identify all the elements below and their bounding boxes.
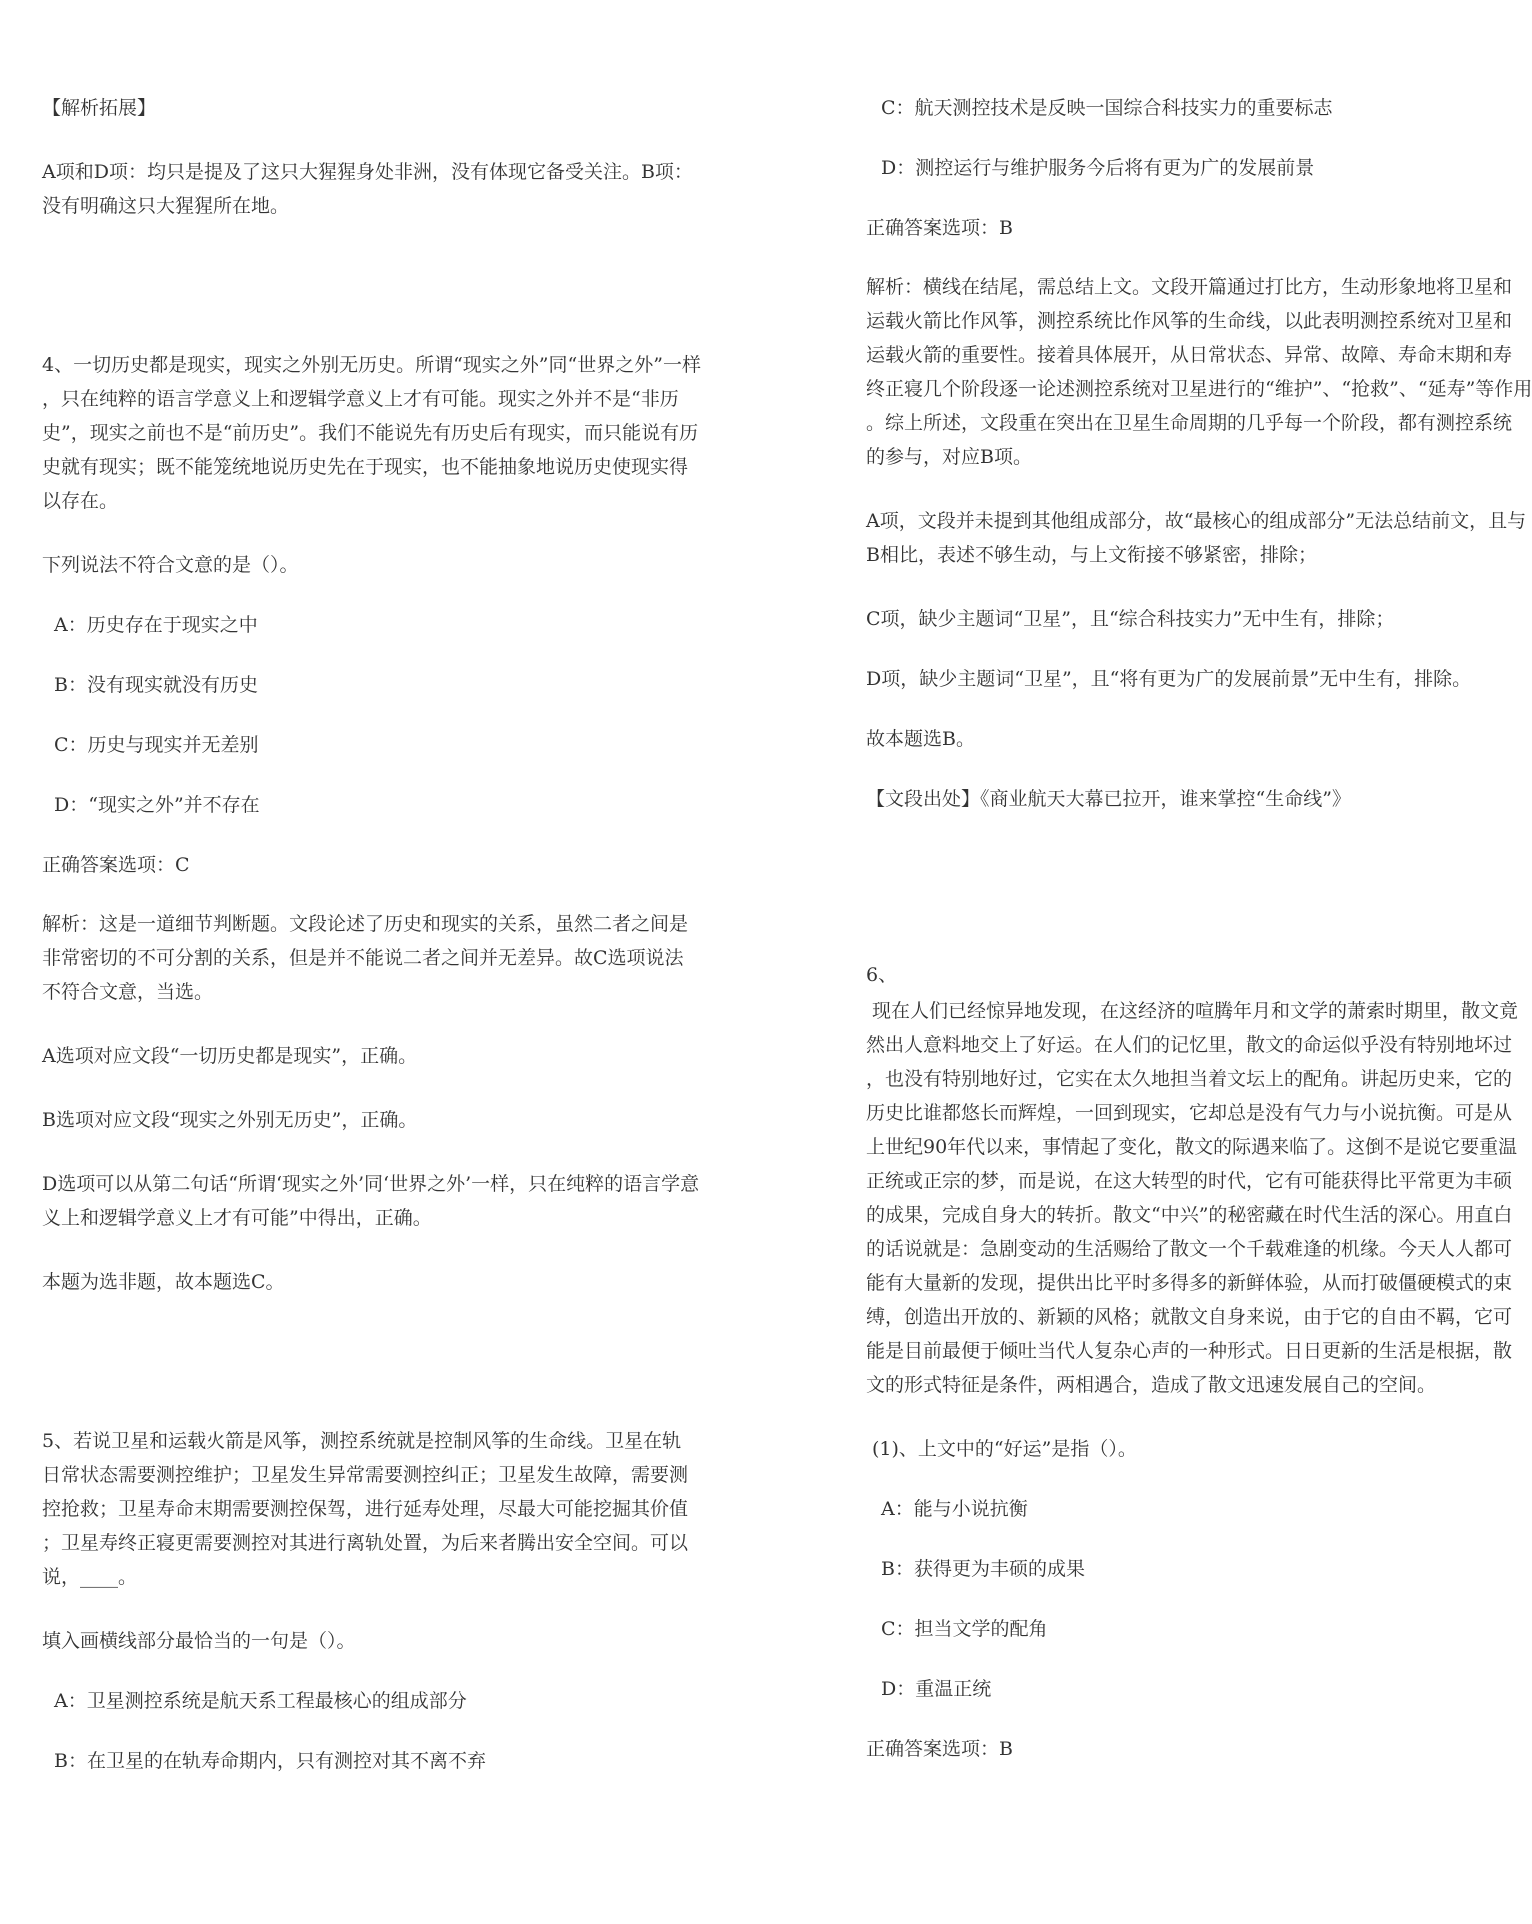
expansion-line-2: 没有明确这只大猩猩所在地。 xyxy=(42,195,290,217)
q4-answer: 正确答案选项：C xyxy=(42,854,190,876)
q5-analysis-line-3: 运载火箭的重要性。接着具体展开，从日常状态、异常、故障、寿命末期和寿 xyxy=(866,344,1513,366)
q6-passage-line-10: 缚，创造出开放的、新颖的风格；就散文自身来说，由于它的自由不羁，它可 xyxy=(866,1306,1513,1328)
q6-passage-line-9: 能有大量新的发现，提供出比平时多得多的新鲜体验，从而打破僵硬模式的束 xyxy=(866,1272,1513,1294)
q4-analysis-line-2: 非常密切的不可分割的关系，但是并不能说二者之间并无差异。故C选项说法 xyxy=(42,947,684,969)
q4-passage-line-3: 史”，现实之前也不是“前历史”。我们不能说先有历史后有现实，而只能说有历 xyxy=(42,422,699,444)
q5-option-b: B：在卫星的在轨寿命期内，只有测控对其不离不弃 xyxy=(54,1750,486,1772)
q5-note-c: C项，缺少主题词“卫星”，且“综合科技实力”无中生有，排除； xyxy=(866,608,1395,630)
q4-passage-line-5: 以存在。 xyxy=(42,490,119,512)
q5-option-d: D：测控运行与维护服务今后将有更为广的发展前景 xyxy=(881,157,1315,179)
q5-option-c: C：航天测控技术是反映一国综合科技实力的重要标志 xyxy=(881,97,1333,119)
q5-note-d: D项，缺少主题词“卫星”，且“将有更为广的发展前景”无中生有，排除。 xyxy=(866,668,1472,690)
q4-note-b: B选项对应文段“现实之外别无历史”，正确。 xyxy=(42,1109,418,1131)
q5-prompt: 填入画横线部分最恰当的一句是（）。 xyxy=(42,1630,356,1652)
q4-passage-line-4: 史就有现实；既不能笼统地说历史先在于现实，也不能抽象地说历史使现实得 xyxy=(42,456,689,478)
q4-option-b: B：没有现实就没有历史 xyxy=(54,674,258,696)
q5-analysis-line-2: 运载火箭比作风筝，测控系统比作风筝的生命线，以此表明测控系统对卫星和 xyxy=(866,310,1513,332)
q5-note-a-line-2: B相比，表述不够生动，与上文衔接不够紧密，排除； xyxy=(866,544,1317,566)
q5-option-a: A：卫星测控系统是航天系工程最核心的组成部分 xyxy=(54,1690,467,1712)
q6-option-b: B：获得更为丰硕的成果 xyxy=(881,1558,1085,1580)
q6-passage-line-3: ，也没有特别地好过，它实在太久地担当着文坛上的配角。讲起历史来，它的 xyxy=(866,1068,1513,1090)
q4-conclusion: 本题为选非题，故本题选C。 xyxy=(42,1271,285,1293)
q4-passage-line-1: 4、一切历史都是现实，现实之外别无历史。所谓“现实之外”同“世界之外”一样 xyxy=(42,354,701,376)
q5-note-a-line-1: A项，文段并未提到其他组成部分，故“最核心的组成部分”无法总结前文，且与 xyxy=(866,510,1527,532)
q4-option-c: C：历史与现实并无差别 xyxy=(54,734,259,756)
section-heading-expansion: 【解析拓展】 xyxy=(42,97,157,119)
q4-prompt: 下列说法不符合文意的是（）。 xyxy=(42,554,299,576)
q6-passage-line-7: 的成果，完成自身大的转折。散文“中兴”的秘密藏在时代生活的深心。用直白 xyxy=(866,1204,1513,1226)
q6-passage-line-12: 文的形式特征是条件，两相遇合，造成了散文迅速发展自己的空间。 xyxy=(866,1374,1437,1396)
q5-passage-line-1: 5、若说卫星和运载火箭是风筝，测控系统就是控制风筝的生命线。卫星在轨 xyxy=(42,1430,682,1452)
q5-analysis-line-6: 的参与，对应B项。 xyxy=(866,446,1032,468)
q6-sub-question: (1)、上文中的“好运”是指（）。 xyxy=(872,1438,1137,1460)
q6-option-d: D：重温正统 xyxy=(881,1678,992,1700)
expansion-line-1: A项和D项：均只是提及了这只大猩猩身处非洲，没有体现它备受关注。B项： xyxy=(42,161,693,183)
q6-option-c: C：担当文学的配角 xyxy=(881,1618,1048,1640)
q6-passage-line-8: 的话说就是：急剧变动的生活赐给了散文一个千载难逢的机缘。今天人人都可 xyxy=(866,1238,1513,1260)
q5-passage-line-3: 控抢救；卫星寿命末期需要测控保驾，进行延寿处理，尽最大可能挖掘其价值 xyxy=(42,1498,689,1520)
q4-option-d: D：“现实之外”并不存在 xyxy=(54,794,260,816)
q6-passage-line-1: 现在人们已经惊异地发现，在这经济的喧腾年月和文学的萧索时期里，散文竟 xyxy=(872,1000,1519,1022)
q4-option-a: A：历史存在于现实之中 xyxy=(54,614,258,636)
q6-passage-line-5: 上世纪90年代以来，事情起了变化，散文的际遇来临了。这倒不是说它要重温 xyxy=(866,1136,1518,1158)
q5-passage-line-5: 说，____。 xyxy=(42,1566,138,1588)
q4-note-d-line-2: 义上和逻辑学意义上才有可能”中得出，正确。 xyxy=(42,1207,432,1229)
q5-passage-line-2: 日常状态需要测控维护；卫星发生异常需要测控纠正；卫星发生故障，需要测 xyxy=(42,1464,689,1486)
q5-passage-line-4: ；卫星寿终正寝更需要测控对其进行离轨处置，为后来者腾出安全空间。可以 xyxy=(42,1532,689,1554)
q4-note-d-line-1: D选项可以从第二句话“所谓‘现实之外’同‘世界之外’一样，只在纯粹的语言学意 xyxy=(42,1173,700,1195)
q4-passage-line-2: ，只在纯粹的语言学意义上和逻辑学意义上才有可能。现实之外并不是“非历 xyxy=(42,388,679,410)
q5-analysis-line-4: 终正寝几个阶段逐一论述测控系统对卫星进行的“维护”、“抢救”、“延寿”等作用 xyxy=(866,378,1532,400)
q4-note-a: A选项对应文段“一切历史都是现实”，正确。 xyxy=(42,1045,418,1067)
q5-source: 【文段出处】《商业航天大幕已拉开，谁来掌控“生命线”》 xyxy=(866,788,1351,810)
q6-passage-line-4: 历史比谁都悠长而辉煌，一回到现实，它却总是没有气力与小说抗衡。可是从 xyxy=(866,1102,1513,1124)
q5-conclusion: 故本题选B。 xyxy=(866,728,975,750)
q4-analysis-line-3: 不符合文意，当选。 xyxy=(42,981,214,1003)
q6-answer: 正确答案选项：B xyxy=(866,1738,1013,1760)
q4-analysis-line-1: 解析：这是一道细节判断题。文段论述了历史和现实的关系，虽然二者之间是 xyxy=(42,913,689,935)
q6-passage-line-2: 然出人意料地交上了好运。在人们的记忆里，散文的命运似乎没有特别地坏过 xyxy=(866,1034,1513,1056)
q5-answer: 正确答案选项：B xyxy=(866,217,1013,239)
q6-passage-line-6: 正统或正宗的梦，而是说，在这大转型的时代，它有可能获得比平常更为丰硕 xyxy=(866,1170,1513,1192)
q6-passage-line-11: 能是目前最便于倾吐当代人复杂心声的一种形式。日日更新的生活是根据，散 xyxy=(866,1340,1513,1362)
q6-number: 6、 xyxy=(866,964,898,986)
q5-analysis-line-5: 。综上所述，文段重在突出在卫星生命周期的几乎每一个阶段，都有测控系统 xyxy=(866,412,1513,434)
q5-analysis-line-1: 解析：横线在结尾，需总结上文。文段开篇通过打比方，生动形象地将卫星和 xyxy=(866,276,1513,298)
q6-option-a: A：能与小说抗衡 xyxy=(881,1498,1028,1520)
